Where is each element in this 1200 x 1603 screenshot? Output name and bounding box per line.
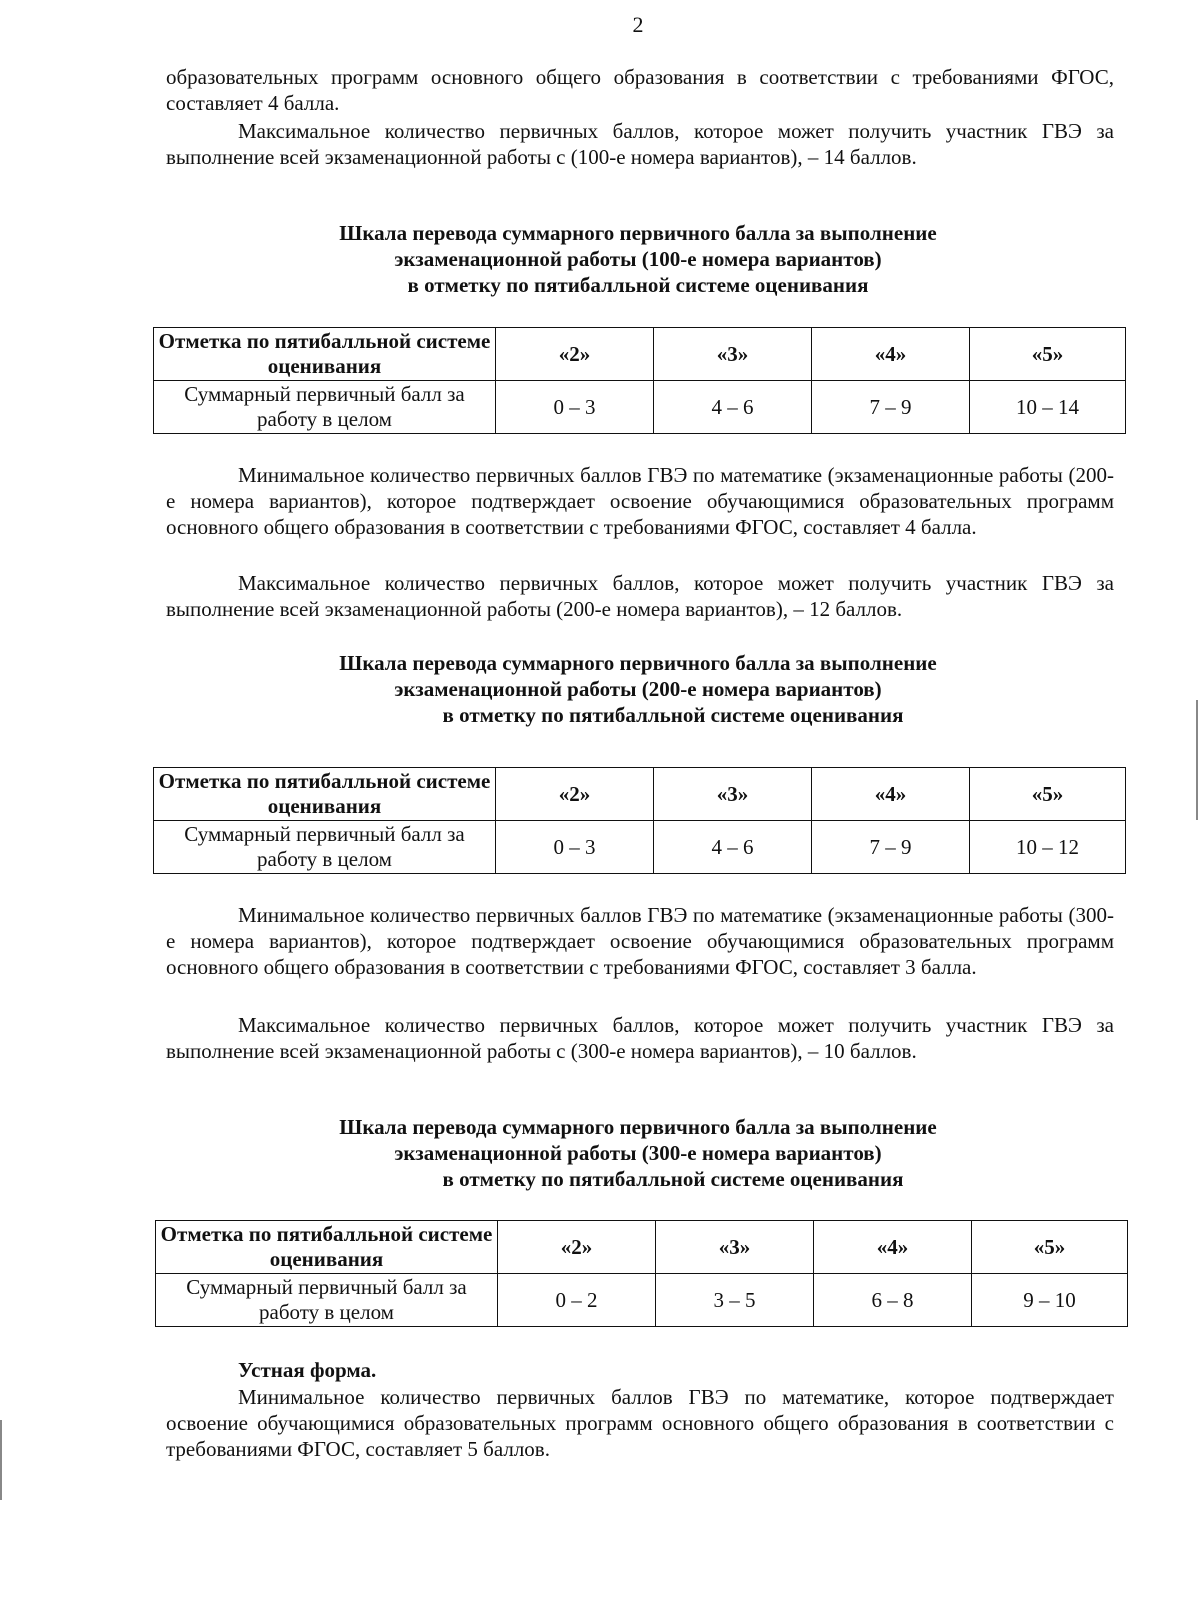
grade-cell: «3» bbox=[654, 768, 812, 821]
grade-cell: «5» bbox=[970, 768, 1126, 821]
scale-heading-200 bbox=[0, 650, 1200, 728]
scale-heading-300 bbox=[0, 1114, 1200, 1192]
scale-heading-line: в отметку по пятибалльной системе оценивания bbox=[442, 703, 904, 727]
scan-edge-mark bbox=[0, 1420, 2, 1500]
grade-label-cell: Отметка по пятибалльной системе оценивания bbox=[154, 328, 496, 381]
grade-cell: «5» bbox=[970, 328, 1126, 381]
table-row bbox=[154, 328, 1126, 381]
score-range-cell: 7 – 9 bbox=[812, 381, 970, 434]
scale-table-100 bbox=[153, 327, 1126, 434]
scale-heading-line: в отметку по пятибалльной системе оценивания bbox=[407, 273, 869, 297]
score-range-cell: 4 – 6 bbox=[654, 821, 812, 874]
score-label-cell: Суммарный первичный балл за работу в целом bbox=[154, 381, 496, 434]
score-range-cell: 10 – 12 bbox=[970, 821, 1126, 874]
scale-heading-line: экзаменационной работы (100-е номера вариантов) bbox=[394, 247, 882, 271]
scan-edge-mark bbox=[1196, 700, 1198, 820]
paragraph-1: образовательных программ основного общего образования в соответствии с требованиями ФГОС, составляет 4 балла. bbox=[166, 65, 1114, 115]
paragraph-6: Максимальное количество первичных баллов, которое может получить участник ГВЭ за выполнение всей экзаменационной работы с (300-е номера вариантов), – 10 баллов. bbox=[166, 1013, 1114, 1063]
table-row bbox=[156, 1221, 1128, 1274]
grade-cell: «2» bbox=[496, 328, 654, 381]
table-row bbox=[154, 381, 1126, 434]
scale-heading-line: экзаменационной работы (300-е номера вариантов) bbox=[394, 1141, 882, 1165]
oral-form-heading: Устная форма. bbox=[238, 1358, 377, 1382]
grade-cell: «3» bbox=[654, 328, 812, 381]
paragraph-5: Минимальное количество первичных баллов ГВЭ по математике (экзаменационные работы (300-е номера вариантов), которое подтверждает освоение обучающимися образовательных программ основного общего образования в соответствии с требованиями ФГОС, составляет 3 балла. bbox=[166, 903, 1114, 979]
score-range-cell: 0 – 3 bbox=[496, 821, 654, 874]
score-range-cell: 10 – 14 bbox=[970, 381, 1126, 434]
grade-cell: «3» bbox=[656, 1221, 814, 1274]
scale-heading-100 bbox=[0, 220, 1200, 298]
scale-heading-line: Шкала перевода суммарного первичного балла за выполнение bbox=[339, 651, 937, 675]
grade-cell: «4» bbox=[814, 1221, 972, 1274]
grade-cell: «4» bbox=[812, 328, 970, 381]
grade-label-cell: Отметка по пятибалльной системе оценивания bbox=[154, 768, 496, 821]
table-row bbox=[154, 768, 1126, 821]
grade-cell: «2» bbox=[496, 768, 654, 821]
score-range-cell: 9 – 10 bbox=[972, 1274, 1128, 1327]
grade-cell: «2» bbox=[498, 1221, 656, 1274]
score-range-cell: 7 – 9 bbox=[812, 821, 970, 874]
score-label-cell: Суммарный первичный балл за работу в целом bbox=[156, 1274, 498, 1327]
scale-table-200 bbox=[153, 767, 1126, 874]
score-range-cell: 4 – 6 bbox=[654, 381, 812, 434]
scale-heading-line: в отметку по пятибалльной системе оценивания bbox=[442, 1167, 904, 1191]
score-range-cell: 0 – 2 bbox=[498, 1274, 656, 1327]
table-row bbox=[156, 1274, 1128, 1327]
paragraph-3: Минимальное количество первичных баллов ГВЭ по математике (экзаменационные работы (200-е номера вариантов), которое подтверждает освоение обучающимися образовательных программ основного общего образования в соответствии с требованиями ФГОС, составляет 4 балла. bbox=[166, 463, 1114, 539]
scale-heading-line: Шкала перевода суммарного первичного балла за выполнение bbox=[339, 221, 937, 245]
score-range-cell: 6 – 8 bbox=[814, 1274, 972, 1327]
score-range-cell: 0 – 3 bbox=[496, 381, 654, 434]
scale-table-300 bbox=[155, 1220, 1128, 1327]
score-label-cell: Суммарный первичный балл за работу в целом bbox=[154, 821, 496, 874]
paragraph-4: Максимальное количество первичных баллов, которое может получить участник ГВЭ за выполнение всей экзаменационной работы (200-е номера вариантов), – 12 баллов. bbox=[166, 571, 1114, 621]
grade-cell: «5» bbox=[972, 1221, 1128, 1274]
page-number: 2 bbox=[632, 12, 644, 37]
scale-heading-line: экзаменационной работы (200-е номера вариантов) bbox=[394, 677, 882, 701]
table-row bbox=[154, 821, 1126, 874]
grade-cell: «4» bbox=[812, 768, 970, 821]
scale-heading-line: Шкала перевода суммарного первичного балла за выполнение bbox=[339, 1115, 937, 1139]
paragraph-2: Максимальное количество первичных баллов, которое может получить участник ГВЭ за выполнение всей экзаменационной работы с (100-е номера вариантов), – 14 баллов. bbox=[166, 119, 1114, 169]
score-range-cell: 3 – 5 bbox=[656, 1274, 814, 1327]
paragraph-7: Минимальное количество первичных баллов ГВЭ по математике, которое подтверждает освоение обучающимися образовательных программ основного общего образования в соответствии с требованиями ФГОС, составляет 5 баллов. bbox=[166, 1385, 1114, 1461]
grade-label-cell: Отметка по пятибалльной системе оценивания bbox=[156, 1221, 498, 1274]
